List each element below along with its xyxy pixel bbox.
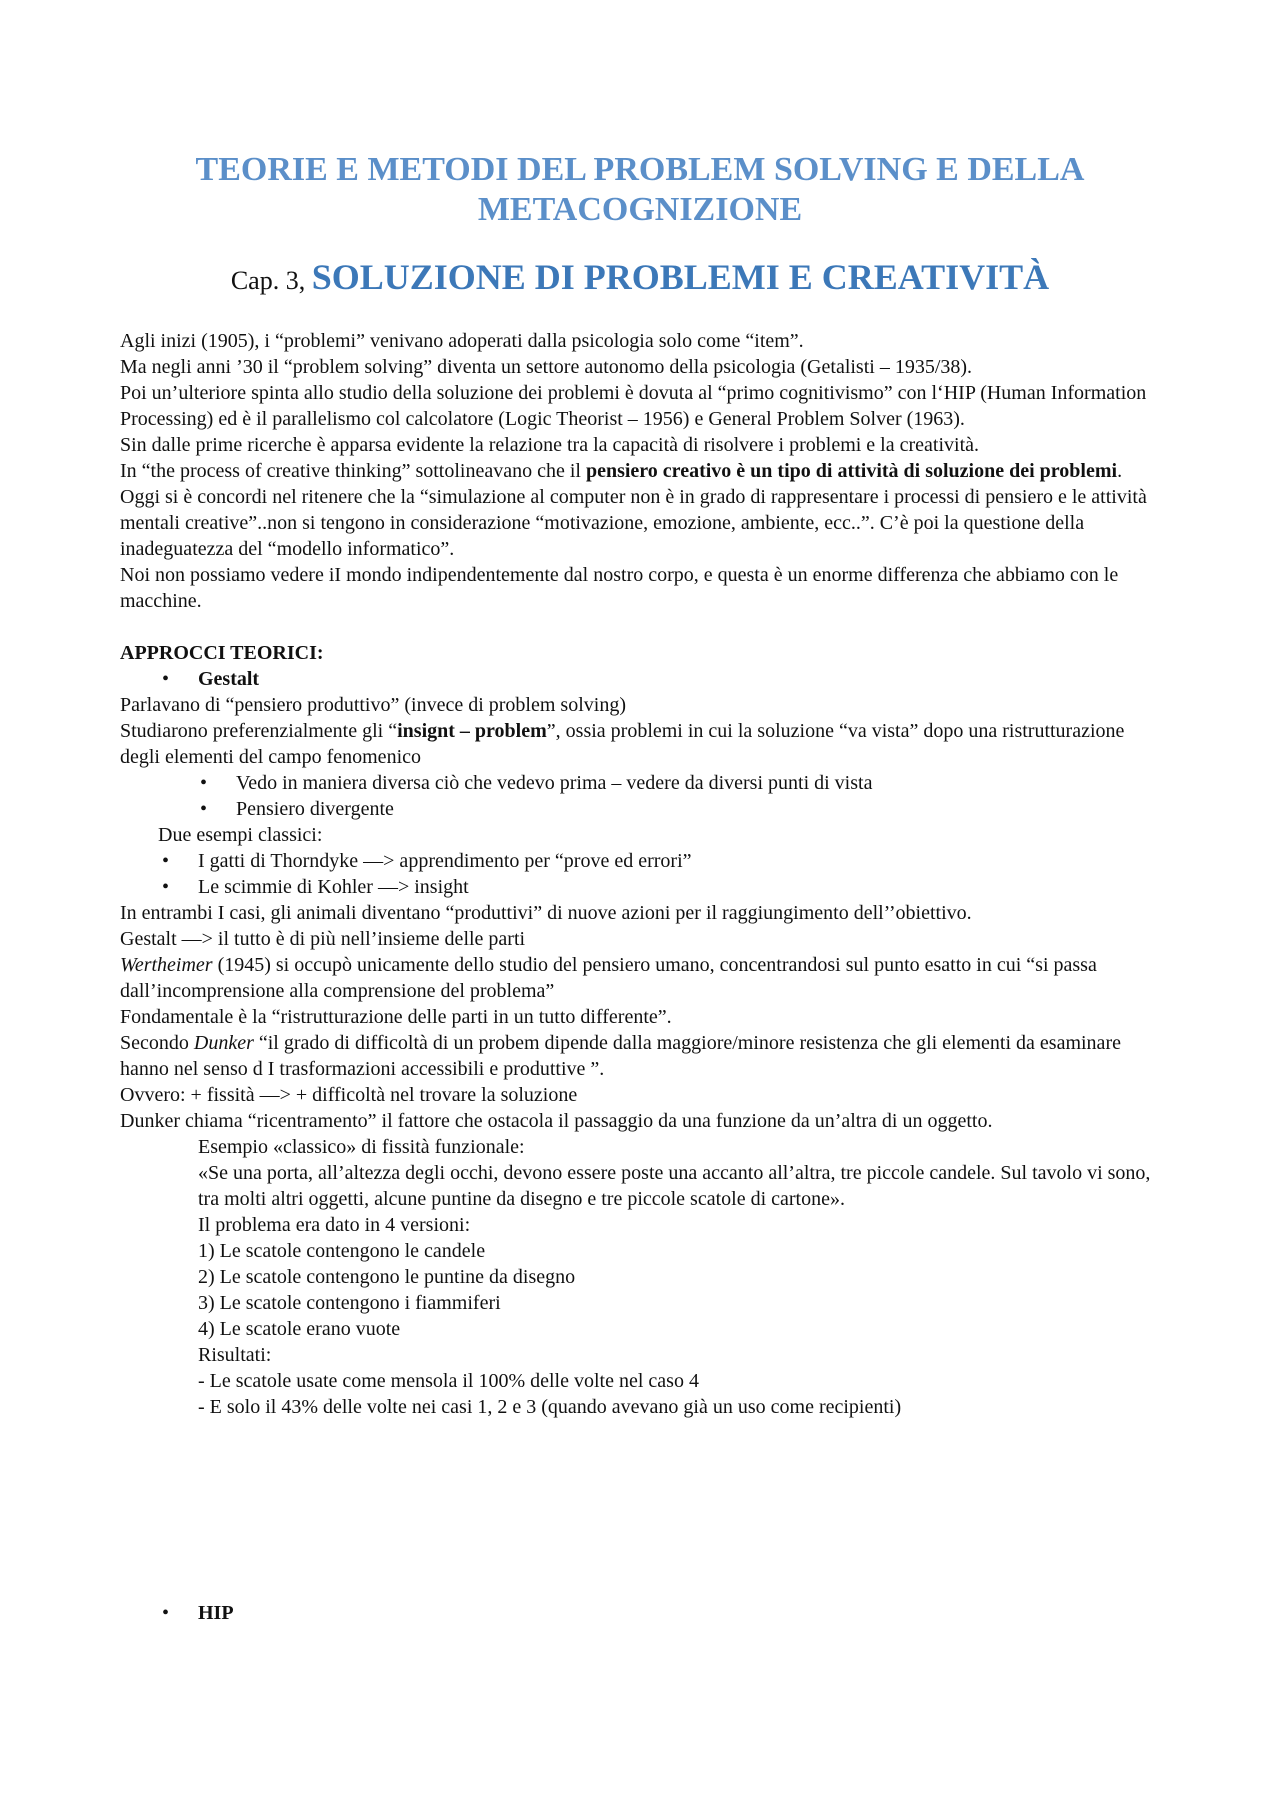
text-run: Studiarono preferenzialmente gli “ — [120, 720, 398, 742]
version-item: 2) Le scatole contengono le puntine da disegno — [198, 1266, 576, 1288]
version-item: 1) Le scatole contengono le candele — [198, 1240, 486, 1262]
intro-paragraph: Poi un’ulteriore spinta allo studio della soluzione dei problemi è dovuta al “primo cognitivismo” con l‘HIP (Human Information Processing) ed è il parallelismo col calcolatore (Logic Theorist – 1956) e General Problem Solver (1963). — [120, 382, 1147, 430]
text-run: In “the process of creative thinking” sottolineavano che il — [120, 460, 586, 482]
intro-paragraph: Noi non possiamo vedere iI mondo indipendentemente dal nostro corpo, e questa è un enorme differenza che abbiamo con le macchine. — [120, 564, 1119, 612]
list-item-text: Pensiero divergente — [236, 798, 394, 820]
paragraph: Gestalt —> il tutto è di più nell’insieme delle parti — [120, 928, 526, 950]
chapter-title: SOLUZIONE DI PROBLEMI E CREATIVITÀ — [311, 257, 1050, 297]
hip-label: HIP — [198, 1602, 234, 1624]
bullet-icon: • — [162, 876, 170, 898]
paragraph — [120, 952, 1165, 1004]
bullet-icon: • — [162, 1602, 170, 1624]
paragraph: In entrambi I casi, gli animali diventano “produttivi” di nuove azioni per il raggiungimento dell’’obiettivo. — [120, 902, 972, 924]
intro-paragraph: Agli inizi (1905), i “problemi” venivano adoperati dalla psicologia solo come “item”. — [120, 330, 804, 352]
chapter-heading — [140, 255, 1140, 303]
list-item — [120, 848, 1165, 874]
paragraph — [120, 718, 1165, 770]
version-item: 3) Le scatole contengono i fiammiferi — [198, 1292, 501, 1314]
list-item — [120, 796, 1165, 822]
bold-text: insignt – problem — [397, 720, 547, 742]
section-heading: APPROCCI TEORICI: — [120, 642, 324, 664]
document-title: TEORIE E METODI DEL PROBLEM SOLVING E DELLA METACOGNIZIONE — [195, 151, 1085, 228]
paragraph: Due esempi classici: — [158, 824, 323, 846]
example-versions: Il problema era dato in 4 versioni: — [198, 1214, 471, 1236]
list-item — [120, 666, 1165, 692]
paragraph: Dunker chiama “ricentramento” il fattore che ostacola il passaggio da una funzione da un’altra di un oggetto. — [120, 1110, 993, 1132]
text-run: . — [1117, 460, 1123, 482]
list-item — [120, 874, 1165, 900]
paragraph: Parlavano di “pensiero produttivo” (invece di problem solving) — [120, 694, 626, 716]
intro-paragraph: Ma negli anni ’30 il “problem solving” diventa un settore autonomo della psicologia (Getalisti – 1935/38). — [120, 356, 973, 378]
result-item: - Le scatole usate come mensola il 100% delle volte nel caso 4 — [198, 1370, 699, 1392]
bold-text: pensiero creativo è un tipo di attività di soluzione dei problemi — [585, 460, 1118, 482]
bullet-icon: • — [200, 798, 208, 820]
bullet-icon: • — [162, 850, 170, 872]
example-title: Esempio «classico» di fissità funzionale: — [198, 1136, 525, 1158]
list-item-text: Vedo in maniera diversa ciò che vedevo prima – vedere da diversi punti di vista — [236, 772, 873, 794]
text-run: “il grado di difficoltà di un probem dipende dalla maggiore/minore resistenza che gli elementi da esaminare hanno nel senso d I trasformazioni accessibili e produttive ”. — [120, 1032, 1121, 1080]
paragraph: Ovvero: + fissità —> + difficoltà nel trovare la soluzione — [120, 1084, 578, 1106]
example-quote: «Se una porta, all’altezza degli occhi, devono essere poste una accanto all’altra, tre piccole candele. Sul tavolo vi sono, tra molti altri oggetti, alcune puntine da disegno e tre piccole scatole di cartone». — [198, 1162, 1151, 1210]
bullet-icon: • — [200, 772, 208, 794]
version-item: 4) Le scatole erano vuote — [198, 1318, 401, 1340]
list-item-hip — [120, 1600, 234, 1626]
gestalt-label: Gestalt — [198, 668, 260, 690]
chapter-prefix: Cap. 3, — [230, 266, 312, 295]
result-item: - E solo il 43% delle volte nei casi 1, 2 e 3 (quando avevano già un uso come recipienti) — [198, 1396, 902, 1418]
text-run: ”, ossia problemi in cui la soluzione “va vista” dopo una ristrutturazione degli elementi del campo fenomenico — [120, 720, 1125, 768]
list-item — [120, 770, 1165, 796]
document-body — [120, 328, 1165, 1420]
list-item-text: I gatti di Thorndyke —> apprendimento per “prove ed errori” — [198, 850, 692, 872]
results-title: Risultati: — [198, 1344, 272, 1366]
text-run: Secondo — [120, 1032, 194, 1054]
italic-name: Wertheimer — [120, 954, 213, 976]
paragraph: Fondamentale è la “ristrutturazione delle parti in un tutto differente”. — [120, 1006, 672, 1028]
intro-paragraph: Oggi si è concordi nel ritenere che la “simulazione al computer non è in grado di rappresentare i processi di pensiero e le attività mentali creative”..non si tengono in considerazione “motivazione, emozione, ambiente, ecc..”. C’è poi la questione della inadeguatezza del “modello informatico”. — [120, 486, 1147, 560]
text-run: (1945) si occupò unicamente dello studio del pensiero umano, concentrandosi sul punto esatto in cui “si passa dall’incomprensione alla comprensione del problema” — [120, 954, 1097, 1002]
paragraph — [120, 1030, 1165, 1082]
list-item-text: Le scimmie di Kohler —> insight — [198, 876, 469, 898]
intro-paragraph: Sin dalle prime ricerche è apparsa evidente la relazione tra la capacità di risolvere i problemi e la creatività. — [120, 434, 980, 456]
bullet-icon: • — [162, 668, 170, 690]
italic-name: Dunker — [193, 1032, 254, 1054]
intro-paragraph — [120, 458, 1165, 484]
